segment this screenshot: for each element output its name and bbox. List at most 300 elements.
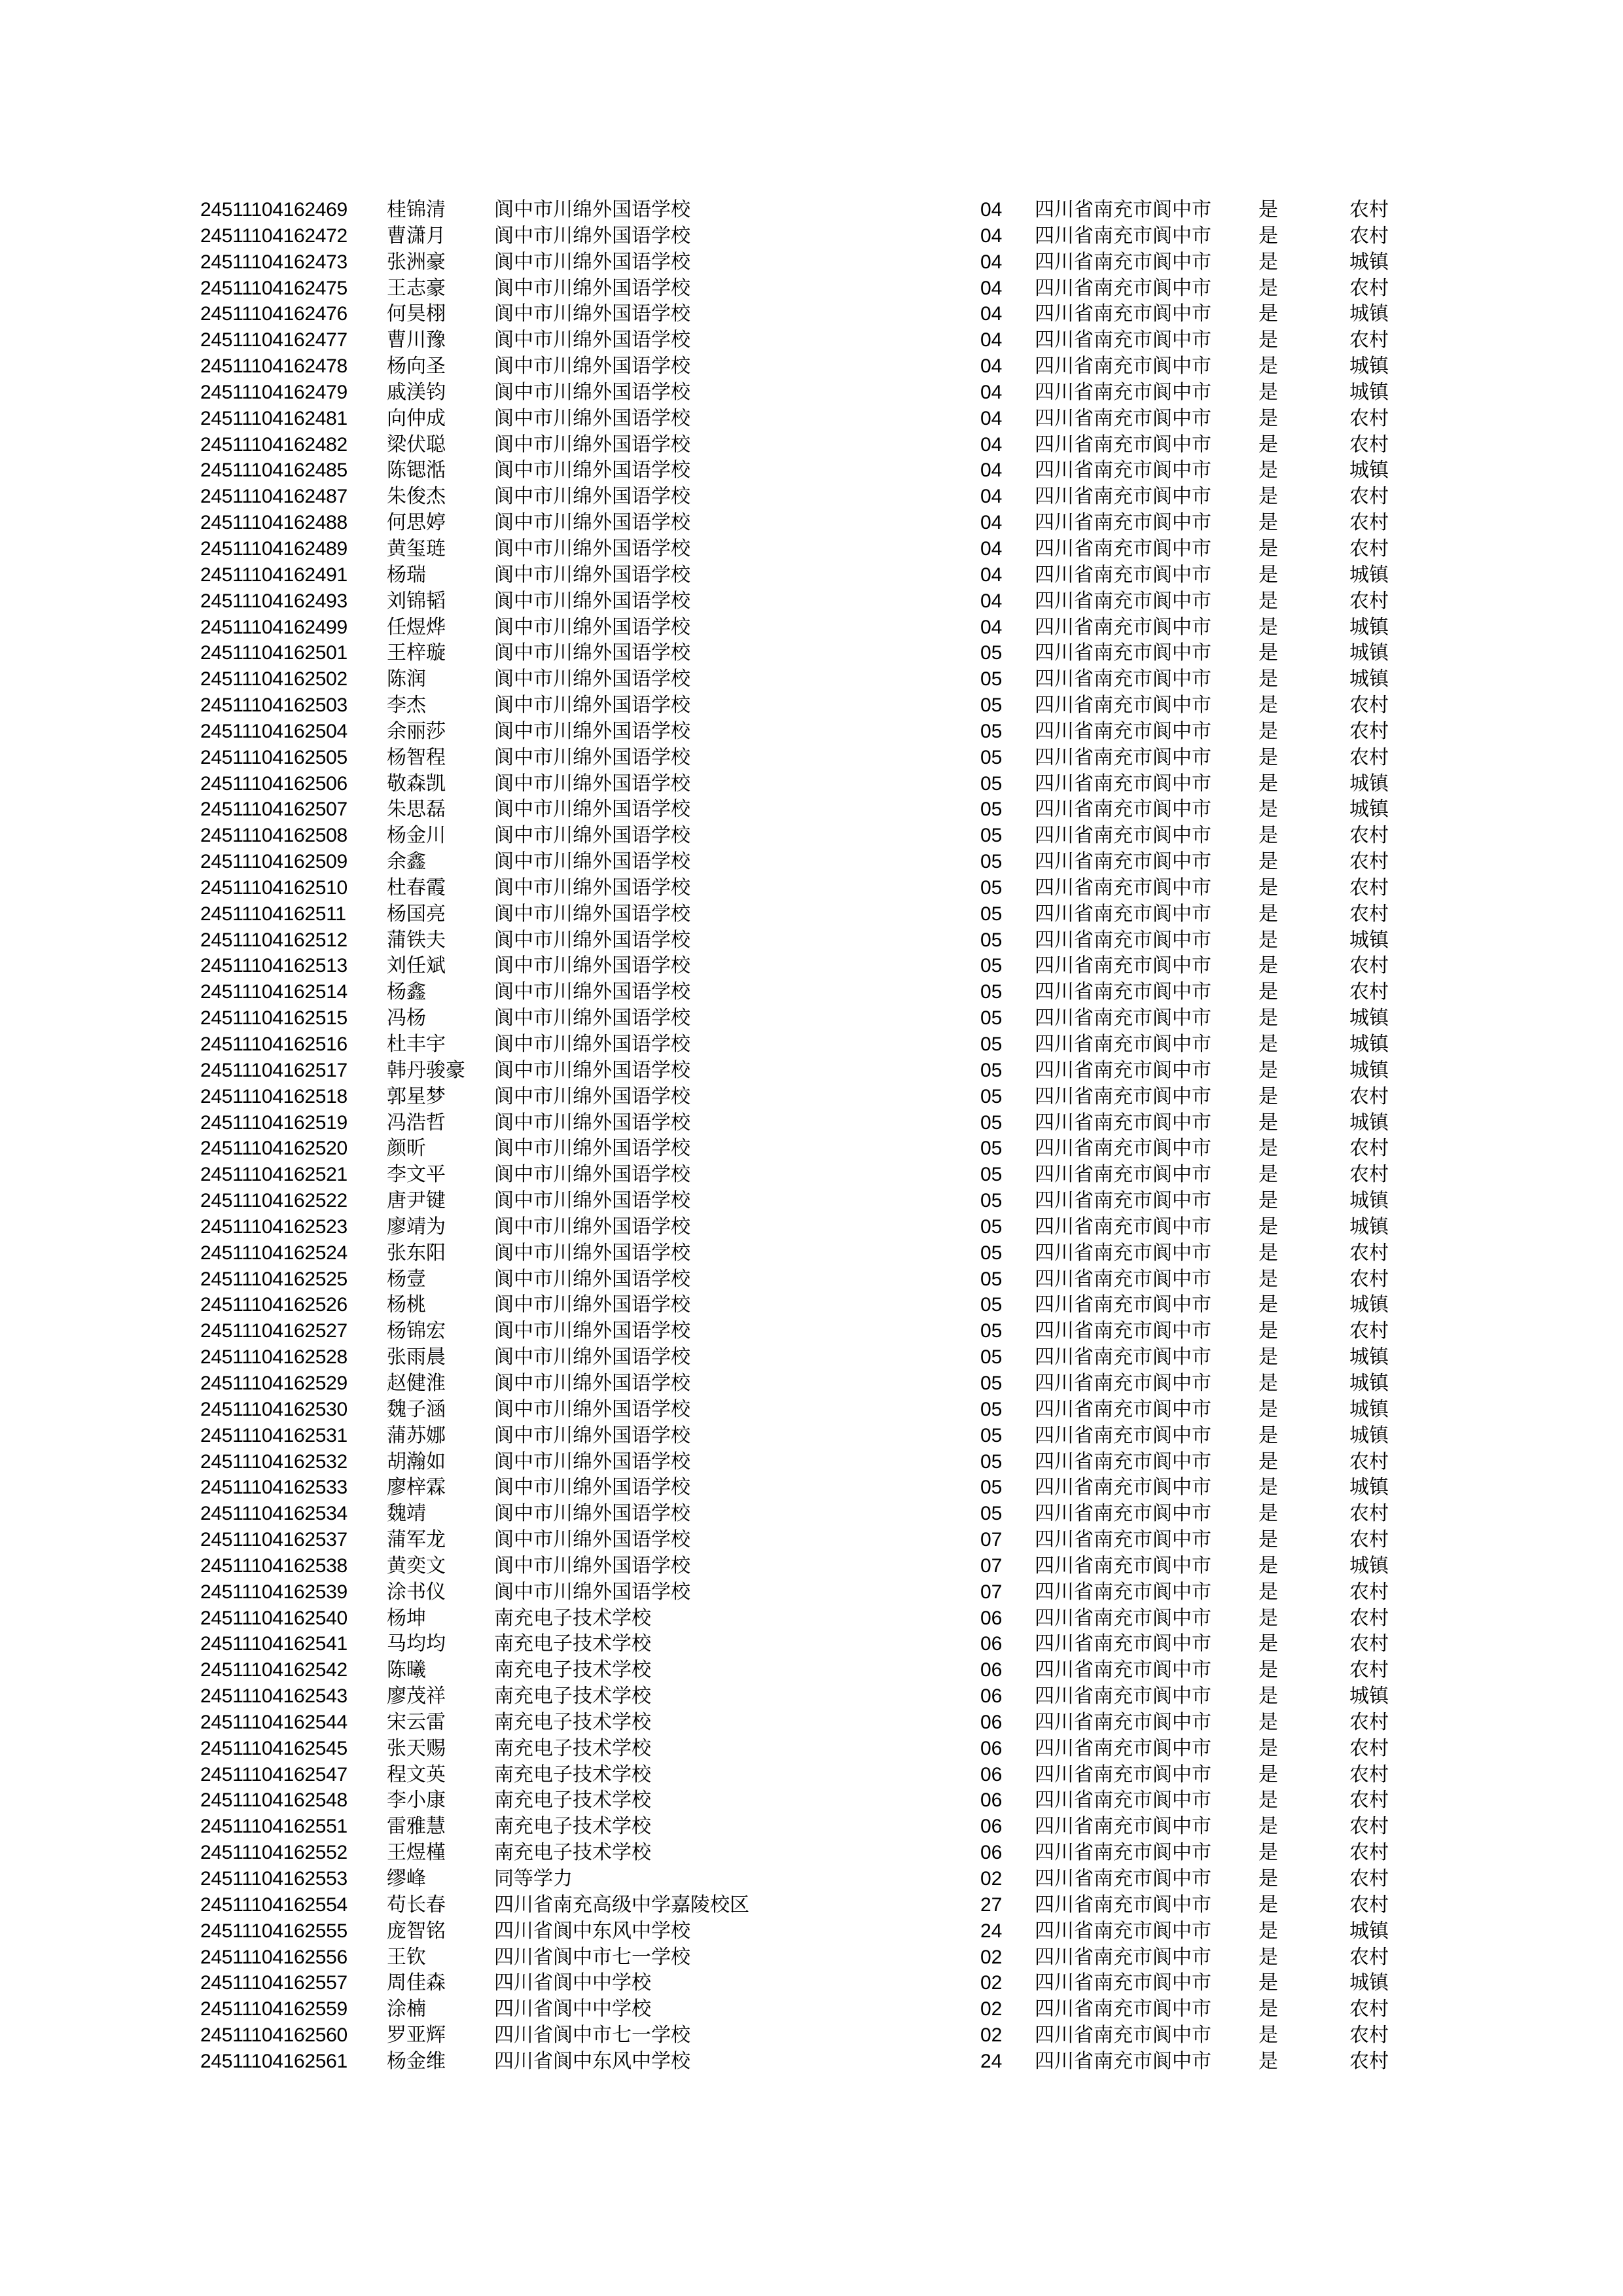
student-name-cell: 陈润 bbox=[387, 668, 426, 691]
table-row bbox=[200, 1579, 1428, 1605]
school-name-cell: 阆中市川绵外国语学校 bbox=[494, 902, 690, 925]
residence-type-cell: 城镇 bbox=[1349, 1058, 1389, 1082]
eligibility-flag-cell: 是 bbox=[1258, 1998, 1278, 2021]
category-code-cell: 05 bbox=[980, 981, 1003, 1003]
region-cell: 四川省南充市阆中市 bbox=[1035, 1945, 1211, 1969]
eligibility-flag-cell: 是 bbox=[1258, 1632, 1278, 1656]
school-name-cell: 阆中市川绵外国语学校 bbox=[494, 615, 690, 639]
eligibility-flag-cell: 是 bbox=[1258, 824, 1278, 848]
residence-type-cell: 城镇 bbox=[1349, 563, 1389, 586]
exam-id-cell: 24511104162548 bbox=[200, 1789, 348, 1812]
school-name-cell: 南充电子技术学校 bbox=[494, 1736, 651, 1760]
residence-type-cell: 农村 bbox=[1349, 954, 1389, 978]
eligibility-flag-cell: 是 bbox=[1258, 1007, 1278, 1030]
region-cell: 四川省南充市阆中市 bbox=[1035, 798, 1211, 821]
region-cell: 四川省南充市阆中市 bbox=[1035, 1580, 1211, 1604]
student-name-cell: 蒲军龙 bbox=[387, 1528, 446, 1552]
exam-id-cell: 24511104162482 bbox=[200, 433, 348, 456]
table-row bbox=[200, 276, 1428, 302]
exam-id-cell: 24511104162506 bbox=[200, 772, 348, 795]
residence-type-cell: 农村 bbox=[1349, 1528, 1389, 1552]
residence-type-cell: 农村 bbox=[1349, 1163, 1389, 1187]
student-name-cell: 余鑫 bbox=[387, 850, 426, 874]
eligibility-flag-cell: 是 bbox=[1258, 850, 1278, 874]
exam-id-cell: 24511104162516 bbox=[200, 1033, 348, 1055]
student-name-cell: 王志豪 bbox=[387, 276, 446, 300]
residence-type-cell: 农村 bbox=[1349, 1085, 1389, 1108]
region-cell: 四川省南充市阆中市 bbox=[1035, 1424, 1211, 1447]
school-name-cell: 阆中市川绵外国语学校 bbox=[494, 668, 690, 691]
school-name-cell: 南充电子技术学校 bbox=[494, 1841, 651, 1865]
school-name-cell: 南充电子技术学校 bbox=[494, 1815, 651, 1839]
region-cell: 四川省南充市阆中市 bbox=[1035, 615, 1211, 639]
eligibility-flag-cell: 是 bbox=[1258, 1554, 1278, 1577]
school-name-cell: 阆中市川绵外国语学校 bbox=[494, 824, 690, 848]
residence-type-cell: 农村 bbox=[1349, 1267, 1389, 1291]
category-code-cell: 06 bbox=[980, 1607, 1003, 1629]
table-row bbox=[200, 380, 1428, 406]
category-code-cell: 02 bbox=[980, 1972, 1003, 1994]
category-code-cell: 05 bbox=[980, 772, 1003, 795]
exam-id-cell: 24511104162510 bbox=[200, 876, 348, 899]
student-name-cell: 缪峰 bbox=[387, 1867, 426, 1890]
school-name-cell: 阆中市川绵外国语学校 bbox=[494, 250, 690, 274]
category-code-cell: 05 bbox=[980, 1138, 1003, 1160]
residence-type-cell: 农村 bbox=[1349, 485, 1389, 509]
category-code-cell: 05 bbox=[980, 1242, 1003, 1264]
table-row bbox=[200, 1475, 1428, 1501]
school-name-cell: 阆中市川绵外国语学校 bbox=[494, 876, 690, 899]
category-code-cell: 06 bbox=[980, 1789, 1003, 1812]
category-code-cell: 05 bbox=[980, 1503, 1003, 1525]
region-cell: 四川省南充市阆中市 bbox=[1035, 1058, 1211, 1082]
residence-type-cell: 农村 bbox=[1349, 537, 1389, 560]
student-name-cell: 郭星梦 bbox=[387, 1085, 446, 1108]
school-name-cell: 四川省阆中市七一学校 bbox=[494, 2024, 690, 2047]
exam-id-cell: 24511104162504 bbox=[200, 720, 348, 742]
exam-id-cell: 24511104162477 bbox=[200, 329, 348, 351]
region-cell: 四川省南充市阆中市 bbox=[1035, 1371, 1211, 1395]
region-cell: 四川省南充市阆中市 bbox=[1035, 1163, 1211, 1187]
residence-type-cell: 城镇 bbox=[1349, 1397, 1389, 1421]
region-cell: 四川省南充市阆中市 bbox=[1035, 1346, 1211, 1369]
student-name-cell: 桂锦清 bbox=[387, 198, 446, 221]
eligibility-flag-cell: 是 bbox=[1258, 1033, 1278, 1056]
residence-type-cell: 农村 bbox=[1349, 2024, 1389, 2047]
table-row bbox=[200, 1787, 1428, 1814]
residence-type-cell: 城镇 bbox=[1349, 668, 1389, 691]
table-row bbox=[200, 797, 1428, 823]
eligibility-flag-cell: 是 bbox=[1258, 1241, 1278, 1265]
table-row bbox=[200, 640, 1428, 666]
table-row bbox=[200, 223, 1428, 249]
residence-type-cell: 农村 bbox=[1349, 1137, 1389, 1160]
residence-type-cell: 农村 bbox=[1349, 876, 1389, 899]
student-name-cell: 冯杨 bbox=[387, 1007, 426, 1030]
school-name-cell: 阆中市川绵外国语学校 bbox=[494, 1319, 690, 1343]
table-row bbox=[200, 1110, 1428, 1136]
residence-type-cell: 农村 bbox=[1349, 1841, 1389, 1865]
eligibility-flag-cell: 是 bbox=[1258, 537, 1278, 560]
eligibility-flag-cell: 是 bbox=[1258, 694, 1278, 717]
residence-type-cell: 城镇 bbox=[1349, 1033, 1389, 1056]
table-row bbox=[200, 510, 1428, 536]
school-name-cell: 阆中市川绵外国语学校 bbox=[494, 1241, 690, 1265]
exam-id-cell: 24511104162478 bbox=[200, 355, 348, 378]
region-cell: 四川省南充市阆中市 bbox=[1035, 772, 1211, 795]
category-code-cell: 02 bbox=[980, 1946, 1003, 1968]
region-cell: 四川省南充市阆中市 bbox=[1035, 1736, 1211, 1760]
exam-id-cell: 24511104162560 bbox=[200, 2024, 348, 2047]
student-name-cell: 张雨晨 bbox=[387, 1346, 446, 1369]
residence-type-cell: 城镇 bbox=[1349, 928, 1389, 952]
student-name-cell: 周佳森 bbox=[387, 1971, 446, 1995]
eligibility-flag-cell: 是 bbox=[1258, 641, 1278, 665]
exam-id-cell: 24511104162509 bbox=[200, 851, 348, 873]
school-name-cell: 南充电子技术学校 bbox=[494, 1763, 651, 1786]
category-code-cell: 05 bbox=[980, 1164, 1003, 1186]
eligibility-flag-cell: 是 bbox=[1258, 1580, 1278, 1604]
student-name-cell: 杨桃 bbox=[387, 1293, 426, 1317]
exam-id-cell: 24511104162507 bbox=[200, 798, 348, 821]
region-cell: 四川省南充市阆中市 bbox=[1035, 2049, 1211, 2073]
school-name-cell: 阆中市川绵外国语学校 bbox=[494, 198, 690, 221]
residence-type-cell: 农村 bbox=[1349, 1893, 1389, 1916]
residence-type-cell: 城镇 bbox=[1349, 1685, 1389, 1708]
school-name-cell: 阆中市川绵外国语学校 bbox=[494, 1397, 690, 1421]
student-name-cell: 陈曦 bbox=[387, 1659, 426, 1682]
residence-type-cell: 农村 bbox=[1349, 1945, 1389, 1969]
student-name-cell: 陈锶湉 bbox=[387, 459, 446, 482]
region-cell: 四川省南充市阆中市 bbox=[1035, 1554, 1211, 1577]
table-row bbox=[200, 1605, 1428, 1632]
eligibility-flag-cell: 是 bbox=[1258, 772, 1278, 795]
student-name-cell: 何思婷 bbox=[387, 511, 446, 535]
student-name-cell: 李小康 bbox=[387, 1789, 446, 1812]
exam-id-cell: 24511104162489 bbox=[200, 537, 348, 560]
residence-type-cell: 农村 bbox=[1349, 745, 1389, 769]
eligibility-flag-cell: 是 bbox=[1258, 1659, 1278, 1682]
region-cell: 四川省南充市阆中市 bbox=[1035, 1085, 1211, 1108]
exam-id-cell: 24511104162518 bbox=[200, 1085, 348, 1107]
table-row bbox=[200, 432, 1428, 458]
table-row bbox=[200, 301, 1428, 327]
category-code-cell: 04 bbox=[980, 616, 1003, 638]
school-name-cell: 阆中市川绵外国语学校 bbox=[494, 302, 690, 326]
eligibility-flag-cell: 是 bbox=[1258, 1346, 1278, 1369]
table-row bbox=[200, 745, 1428, 771]
eligibility-flag-cell: 是 bbox=[1258, 2024, 1278, 2047]
category-code-cell: 04 bbox=[980, 199, 1003, 221]
category-code-cell: 05 bbox=[980, 1190, 1003, 1212]
table-row bbox=[200, 1866, 1428, 1892]
student-name-cell: 杨金维 bbox=[387, 2049, 446, 2073]
table-row bbox=[200, 875, 1428, 901]
residence-type-cell: 城镇 bbox=[1349, 1111, 1389, 1134]
table-row bbox=[200, 1240, 1428, 1266]
residence-type-cell: 城镇 bbox=[1349, 615, 1389, 639]
region-cell: 四川省南充市阆中市 bbox=[1035, 511, 1211, 535]
eligibility-flag-cell: 是 bbox=[1258, 745, 1278, 769]
region-cell: 四川省南充市阆中市 bbox=[1035, 537, 1211, 560]
region-cell: 四川省南充市阆中市 bbox=[1035, 1632, 1211, 1656]
school-name-cell: 阆中市川绵外国语学校 bbox=[494, 485, 690, 509]
residence-type-cell: 农村 bbox=[1349, 1815, 1389, 1839]
student-name-cell: 曹川豫 bbox=[387, 329, 446, 352]
student-name-cell: 胡瀚如 bbox=[387, 1450, 446, 1473]
school-name-cell: 阆中市川绵外国语学校 bbox=[494, 1502, 690, 1526]
student-name-cell: 魏靖 bbox=[387, 1502, 426, 1526]
region-cell: 四川省南充市阆中市 bbox=[1035, 1450, 1211, 1473]
category-code-cell: 05 bbox=[980, 825, 1003, 847]
eligibility-flag-cell: 是 bbox=[1258, 1789, 1278, 1812]
table-row bbox=[200, 588, 1428, 615]
eligibility-flag-cell: 是 bbox=[1258, 1945, 1278, 1969]
school-name-cell: 阆中市川绵外国语学校 bbox=[494, 1424, 690, 1447]
region-cell: 四川省南充市阆中市 bbox=[1035, 1137, 1211, 1160]
table-row bbox=[200, 1397, 1428, 1423]
school-name-cell: 同等学力 bbox=[494, 1867, 573, 1890]
region-cell: 四川省南充市阆中市 bbox=[1035, 1659, 1211, 1682]
residence-type-cell: 农村 bbox=[1349, 433, 1389, 456]
region-cell: 四川省南充市阆中市 bbox=[1035, 250, 1211, 274]
table-row bbox=[200, 1371, 1428, 1397]
exam-id-cell: 24511104162552 bbox=[200, 1842, 348, 1864]
table-row bbox=[200, 1736, 1428, 1762]
student-name-cell: 杨壹 bbox=[387, 1267, 426, 1291]
eligibility-flag-cell: 是 bbox=[1258, 1085, 1278, 1108]
school-name-cell: 阆中市川绵外国语学校 bbox=[494, 772, 690, 795]
region-cell: 四川省南充市阆中市 bbox=[1035, 824, 1211, 848]
exam-id-cell: 24511104162476 bbox=[200, 303, 348, 325]
school-name-cell: 阆中市川绵外国语学校 bbox=[494, 355, 690, 378]
residence-type-cell: 城镇 bbox=[1349, 302, 1389, 326]
eligibility-flag-cell: 是 bbox=[1258, 1293, 1278, 1317]
eligibility-flag-cell: 是 bbox=[1258, 980, 1278, 1004]
eligibility-flag-cell: 是 bbox=[1258, 329, 1278, 352]
school-name-cell: 南充电子技术学校 bbox=[494, 1685, 651, 1708]
student-name-cell: 唐尹键 bbox=[387, 1189, 446, 1213]
region-cell: 四川省南充市阆中市 bbox=[1035, 224, 1211, 247]
school-name-cell: 阆中市川绵外国语学校 bbox=[494, 1580, 690, 1604]
region-cell: 四川省南充市阆中市 bbox=[1035, 1319, 1211, 1343]
exam-id-cell: 24511104162543 bbox=[200, 1685, 348, 1708]
school-name-cell: 四川省阆中中学校 bbox=[494, 1998, 651, 2021]
student-name-cell: 杨坤 bbox=[387, 1606, 426, 1630]
table-row bbox=[200, 1527, 1428, 1553]
exam-id-cell: 24511104162521 bbox=[200, 1164, 348, 1186]
region-cell: 四川省南充市阆中市 bbox=[1035, 329, 1211, 352]
table-row bbox=[200, 1945, 1428, 1971]
exam-id-cell: 24511104162493 bbox=[200, 590, 348, 612]
region-cell: 四川省南充市阆中市 bbox=[1035, 459, 1211, 482]
region-cell: 四川省南充市阆中市 bbox=[1035, 1528, 1211, 1552]
student-name-cell: 杨智程 bbox=[387, 745, 446, 769]
student-name-cell: 李杰 bbox=[387, 694, 426, 717]
exam-id-cell: 24511104162475 bbox=[200, 277, 348, 299]
residence-type-cell: 农村 bbox=[1349, 1659, 1389, 1682]
school-name-cell: 阆中市川绵外国语学校 bbox=[494, 224, 690, 247]
region-cell: 四川省南充市阆中市 bbox=[1035, 406, 1211, 430]
region-cell: 四川省南充市阆中市 bbox=[1035, 850, 1211, 874]
category-code-cell: 07 bbox=[980, 1581, 1003, 1603]
category-code-cell: 05 bbox=[980, 746, 1003, 768]
eligibility-flag-cell: 是 bbox=[1258, 1371, 1278, 1395]
region-cell: 四川省南充市阆中市 bbox=[1035, 1685, 1211, 1708]
eligibility-flag-cell: 是 bbox=[1258, 1163, 1278, 1187]
eligibility-flag-cell: 是 bbox=[1258, 1919, 1278, 1943]
school-name-cell: 阆中市川绵外国语学校 bbox=[494, 954, 690, 978]
category-code-cell: 04 bbox=[980, 381, 1003, 403]
eligibility-flag-cell: 是 bbox=[1258, 719, 1278, 743]
school-name-cell: 阆中市川绵外国语学校 bbox=[494, 1554, 690, 1577]
residence-type-cell: 城镇 bbox=[1349, 1189, 1389, 1213]
category-code-cell: 05 bbox=[980, 1320, 1003, 1342]
exam-id-cell: 24511104162528 bbox=[200, 1346, 348, 1369]
category-code-cell: 05 bbox=[980, 1346, 1003, 1369]
eligibility-flag-cell: 是 bbox=[1258, 1867, 1278, 1890]
table-row bbox=[200, 1892, 1428, 1918]
region-cell: 四川省南充市阆中市 bbox=[1035, 1998, 1211, 2021]
eligibility-flag-cell: 是 bbox=[1258, 1189, 1278, 1213]
table-row bbox=[200, 249, 1428, 276]
exam-id-cell: 24511104162538 bbox=[200, 1554, 348, 1577]
region-cell: 四川省南充市阆中市 bbox=[1035, 902, 1211, 925]
exam-id-cell: 24511104162503 bbox=[200, 694, 348, 717]
eligibility-flag-cell: 是 bbox=[1258, 1319, 1278, 1343]
table-row bbox=[200, 1005, 1428, 1031]
exam-id-cell: 24511104162508 bbox=[200, 825, 348, 847]
exam-id-cell: 24511104162520 bbox=[200, 1138, 348, 1160]
residence-type-cell: 农村 bbox=[1349, 1606, 1389, 1630]
category-code-cell: 04 bbox=[980, 224, 1003, 247]
residence-type-cell: 城镇 bbox=[1349, 1215, 1389, 1238]
student-name-cell: 杨鑫 bbox=[387, 980, 426, 1004]
table-row bbox=[200, 1058, 1428, 1084]
exam-id-cell: 24511104162524 bbox=[200, 1242, 348, 1264]
category-code-cell: 05 bbox=[980, 1033, 1003, 1055]
category-code-cell: 05 bbox=[980, 1268, 1003, 1290]
region-cell: 四川省南充市阆中市 bbox=[1035, 928, 1211, 952]
student-name-cell: 杨向圣 bbox=[387, 355, 446, 378]
region-cell: 四川省南充市阆中市 bbox=[1035, 1033, 1211, 1056]
exam-id-cell: 24511104162544 bbox=[200, 1711, 348, 1733]
eligibility-flag-cell: 是 bbox=[1258, 1424, 1278, 1447]
exam-id-cell: 24511104162501 bbox=[200, 642, 348, 664]
student-name-cell: 王钦 bbox=[387, 1945, 426, 1969]
student-name-cell: 朱思磊 bbox=[387, 798, 446, 821]
school-name-cell: 阆中市川绵外国语学校 bbox=[494, 980, 690, 1004]
exam-id-cell: 24511104162545 bbox=[200, 1737, 348, 1759]
category-code-cell: 04 bbox=[980, 486, 1003, 508]
school-name-cell: 阆中市川绵外国语学校 bbox=[494, 1293, 690, 1317]
exam-id-cell: 24511104162512 bbox=[200, 929, 348, 951]
region-cell: 四川省南充市阆中市 bbox=[1035, 1867, 1211, 1890]
exam-id-cell: 24511104162502 bbox=[200, 668, 348, 691]
school-name-cell: 四川省阆中东风中学校 bbox=[494, 1919, 690, 1943]
exam-id-cell: 24511104162540 bbox=[200, 1607, 348, 1629]
residence-type-cell: 农村 bbox=[1349, 589, 1389, 613]
category-code-cell: 04 bbox=[980, 303, 1003, 325]
eligibility-flag-cell: 是 bbox=[1258, 511, 1278, 535]
region-cell: 四川省南充市阆中市 bbox=[1035, 1007, 1211, 1030]
residence-type-cell: 农村 bbox=[1349, 1998, 1389, 2021]
region-cell: 四川省南充市阆中市 bbox=[1035, 302, 1211, 326]
eligibility-flag-cell: 是 bbox=[1258, 798, 1278, 821]
exam-id-cell: 24511104162537 bbox=[200, 1529, 348, 1551]
student-name-cell: 张天赐 bbox=[387, 1736, 446, 1760]
category-code-cell: 04 bbox=[980, 512, 1003, 534]
exam-id-cell: 24511104162531 bbox=[200, 1424, 348, 1446]
residence-type-cell: 城镇 bbox=[1349, 772, 1389, 795]
eligibility-flag-cell: 是 bbox=[1258, 302, 1278, 326]
region-cell: 四川省南充市阆中市 bbox=[1035, 876, 1211, 899]
category-code-cell: 04 bbox=[980, 537, 1003, 560]
school-name-cell: 阆中市川绵外国语学校 bbox=[494, 641, 690, 665]
region-cell: 四川省南充市阆中市 bbox=[1035, 433, 1211, 456]
category-code-cell: 05 bbox=[980, 1398, 1003, 1420]
exam-id-cell: 24511104162487 bbox=[200, 486, 348, 508]
school-name-cell: 阆中市川绵外国语学校 bbox=[494, 511, 690, 535]
eligibility-flag-cell: 是 bbox=[1258, 928, 1278, 952]
category-code-cell: 06 bbox=[980, 1711, 1003, 1733]
category-code-cell: 05 bbox=[980, 720, 1003, 742]
exam-id-cell: 24511104162485 bbox=[200, 459, 348, 482]
residence-type-cell: 农村 bbox=[1349, 1502, 1389, 1526]
student-name-cell: 涂书仪 bbox=[387, 1580, 446, 1604]
residence-type-cell: 农村 bbox=[1349, 1580, 1389, 1604]
eligibility-flag-cell: 是 bbox=[1258, 1893, 1278, 1916]
category-code-cell: 05 bbox=[980, 903, 1003, 925]
eligibility-flag-cell: 是 bbox=[1258, 1971, 1278, 1995]
school-name-cell: 阆中市川绵外国语学校 bbox=[494, 1267, 690, 1291]
residence-type-cell: 农村 bbox=[1349, 850, 1389, 874]
region-cell: 四川省南充市阆中市 bbox=[1035, 1841, 1211, 1865]
exam-id-cell: 24511104162557 bbox=[200, 1972, 348, 1994]
eligibility-flag-cell: 是 bbox=[1258, 1710, 1278, 1734]
student-name-cell: 涂楠 bbox=[387, 1998, 426, 2021]
residence-type-cell: 农村 bbox=[1349, 1319, 1389, 1343]
student-name-cell: 张洲豪 bbox=[387, 250, 446, 274]
region-cell: 四川省南充市阆中市 bbox=[1035, 276, 1211, 300]
residence-type-cell: 农村 bbox=[1349, 1763, 1389, 1786]
residence-type-cell: 城镇 bbox=[1349, 1476, 1389, 1499]
category-code-cell: 04 bbox=[980, 407, 1003, 429]
category-code-cell: 05 bbox=[980, 1424, 1003, 1446]
table-row bbox=[200, 1031, 1428, 1058]
residence-type-cell: 城镇 bbox=[1349, 798, 1389, 821]
residence-type-cell: 城镇 bbox=[1349, 1554, 1389, 1577]
eligibility-flag-cell: 是 bbox=[1258, 485, 1278, 509]
table-row bbox=[200, 406, 1428, 432]
school-name-cell: 阆中市川绵外国语学校 bbox=[494, 719, 690, 743]
category-code-cell: 04 bbox=[980, 355, 1003, 378]
school-name-cell: 阆中市川绵外国语学校 bbox=[494, 1085, 690, 1108]
region-cell: 四川省南充市阆中市 bbox=[1035, 380, 1211, 404]
residence-type-cell: 农村 bbox=[1349, 276, 1389, 300]
student-name-cell: 梁伏聪 bbox=[387, 433, 446, 456]
eligibility-flag-cell: 是 bbox=[1258, 459, 1278, 482]
eligibility-flag-cell: 是 bbox=[1258, 1815, 1278, 1839]
student-name-cell: 任煜烨 bbox=[387, 615, 446, 639]
school-name-cell: 阆中市川绵外国语学校 bbox=[494, 406, 690, 430]
student-name-cell: 张东阳 bbox=[387, 1241, 446, 1265]
school-name-cell: 阆中市川绵外国语学校 bbox=[494, 798, 690, 821]
exam-id-cell: 24511104162534 bbox=[200, 1503, 348, 1525]
exam-id-cell: 24511104162551 bbox=[200, 1816, 348, 1838]
table-row bbox=[200, 2022, 1428, 2049]
eligibility-flag-cell: 是 bbox=[1258, 589, 1278, 613]
